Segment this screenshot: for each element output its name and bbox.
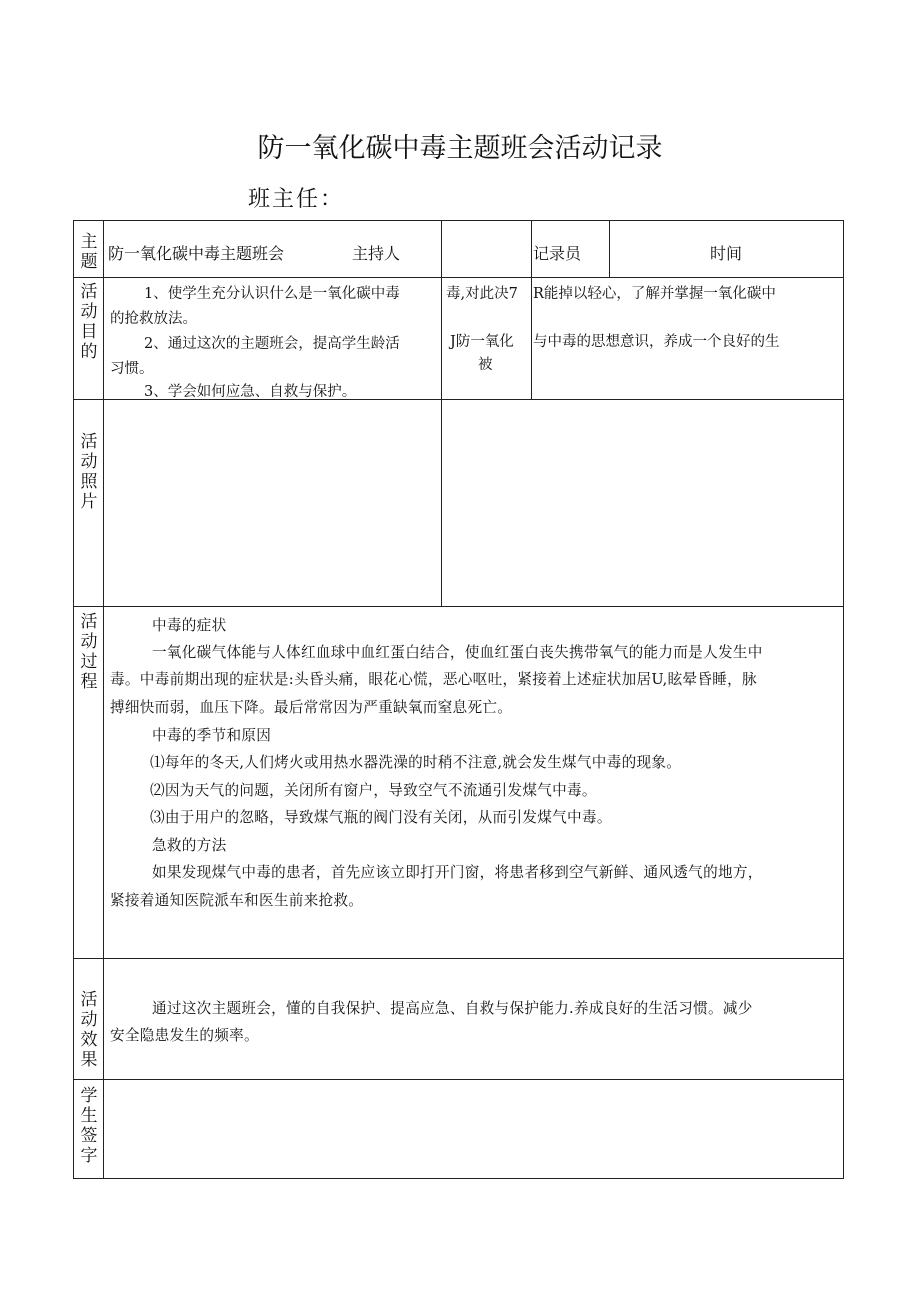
purpose-line: 2、通过这次的主题班会，提高学生龄活 xyxy=(144,336,400,352)
time-label: 时间 xyxy=(710,244,743,263)
host-label: 主持人 xyxy=(352,244,401,263)
purpose-line: 3、学会如何应急、自救与保护。 xyxy=(144,384,357,400)
teacher-label: 班主任： xyxy=(248,187,345,212)
table-border-bottom xyxy=(73,1178,844,1179)
row-label-effect: 活 动 效 果 xyxy=(80,990,98,1070)
purpose-mid-line: 被 xyxy=(478,357,493,373)
process-line: 紧接着通知医院派车和医生前来抢救。 xyxy=(110,892,364,909)
row-label-signature: 学 生 签 字 xyxy=(80,1086,98,1166)
purpose-line: 习惯。 xyxy=(110,361,154,377)
table-border-right xyxy=(843,220,844,1179)
row-label-purpose: 活 动 目 的 xyxy=(80,282,98,362)
row-label-photos: 活 动 照 片 xyxy=(80,432,98,512)
purpose-right-line: R能掉以轻心，了解并掌握一氧化碳中 xyxy=(533,286,776,302)
process-heading: 中毒的症状 xyxy=(152,617,227,634)
purpose-mid-line: J防一氧化 xyxy=(450,334,514,350)
row-divider xyxy=(73,277,844,278)
effect-line: 通过这次主题班会，懂的自我保护、提高应急、自救与保护能力.养成良好的生活习惯。减少 xyxy=(152,1000,753,1017)
process-line: ⑶由于用户的忽略，导致煤气瓶的阀门没有关闭，从而引发煤气中毒。 xyxy=(150,809,612,826)
topic-value: 防一氧化碳中毒主题班会 xyxy=(108,244,285,263)
column-divider xyxy=(531,220,532,400)
process-line: 毒。中毒前期出现的症状是:头昏头痛，眼花心慌，恶心呕吐，紧接着上述症状加居U,眩晕昏睡，脉 xyxy=(110,671,757,688)
row-divider xyxy=(73,606,844,607)
purpose-line: 1、使学生充分认识什么是一氧化碳中毒 xyxy=(144,286,400,302)
recorder-label: 记录员 xyxy=(533,244,582,263)
column-divider xyxy=(609,220,610,278)
purpose-mid-line: 毒,对此决7 xyxy=(446,286,518,302)
effect-line: 安全隐患发生的频率。 xyxy=(110,1027,259,1044)
row-divider xyxy=(73,958,844,959)
process-line: 一氧化碳气体能与人体红血球中血红蛋白结合，使血红蛋白丧失携带氧气的能力而是人发生中 xyxy=(152,644,763,661)
process-line: ⑵因为天气的问题，关闭所有窗户，导致空气不流通引发煤气中毒。 xyxy=(150,782,597,799)
column-divider xyxy=(441,220,442,607)
process-line: 搏细快而弱，血压下降。最后常常因为严重缺氧而窒息死亡。 xyxy=(110,699,513,716)
purpose-line: 的抢救放法。 xyxy=(110,311,197,327)
row-label-topic: 主 题 xyxy=(80,232,98,272)
process-heading: 急救的方法 xyxy=(152,837,227,854)
page-title: 防一氧化碳中毒主题班会活动记录 xyxy=(257,133,663,164)
process-heading: 中毒的季节和原因 xyxy=(152,727,272,744)
row-label-process: 活 动 过 程 xyxy=(80,612,98,692)
process-line: ⑴每年的冬天,人们烤火或用热水器洗澡的时稍不注意,就会发生煤气中毒的现象。 xyxy=(150,754,682,771)
row-divider xyxy=(73,1079,844,1080)
purpose-right-line: 与中毒的思想意识，养成一个良好的生 xyxy=(533,334,780,350)
process-line: 如果发现煤气中毒的患者，首先应该立即打开门窗，将患者移到空气新鲜、通风透气的地方， xyxy=(152,864,763,881)
table-border-top xyxy=(73,220,844,221)
